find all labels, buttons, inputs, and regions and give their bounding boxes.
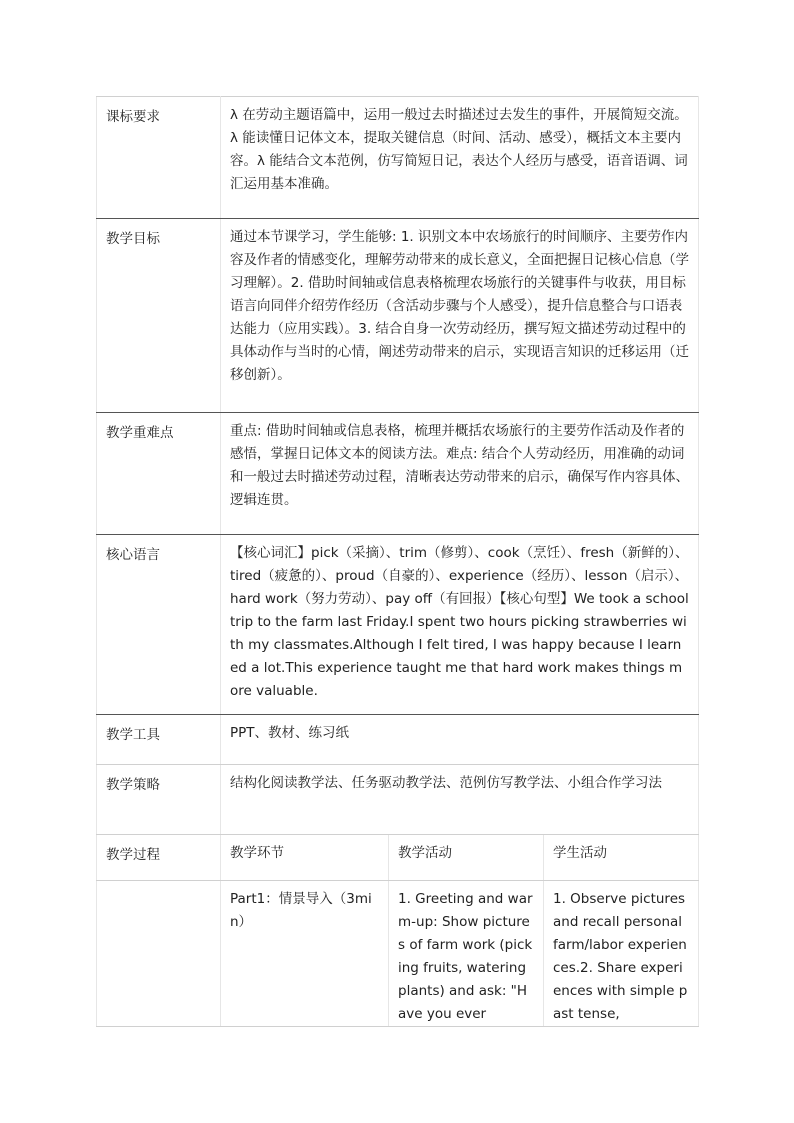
row-label: 教学工具	[97, 715, 221, 765]
row-objectives	[97, 219, 699, 413]
row-content: λ 在劳动主题语篇中，运用一般过去时描述过去发生的事件，开展简短交流。λ 能读懂日记体文本，提取关键信息（时间、活动、感受），概括文本主要内容。λ 能结合文本范例，仿写简短日记，表达个人经历与感受，语音语调、词汇运用基本准确。	[221, 97, 699, 219]
row-standard	[97, 97, 699, 219]
part1-stage-cell: Part1：情景导入（3min）	[221, 881, 389, 1027]
lesson-plan-table	[96, 96, 699, 1027]
row-label: 教学目标	[97, 219, 221, 413]
row-content	[221, 535, 699, 715]
row-key-points	[97, 413, 699, 535]
column-header-student: 学生活动	[544, 835, 699, 881]
core-sentences-text: We took a school trip to the farm last Friday.I spent two hours picking strawberries with my classmates.Although I felt tired, I was happy because I learned a lot.This experience taught me that hard work makes things more valuable.	[230, 591, 689, 699]
row-content: 通过本节课学习，学生能够: 1. 识别文本中农场旅行的时间顺序、主要劳作内容及作者的情感变化，理解劳动带来的成长意义，全面把握日记核心信息（学习理解）。2. 借助时间轴或信息表格梳理农场旅行的关键事件与收获，用目标语言向同伴介绍劳作经历（含活动步骤与个人感受），提升信息整合与口语表达能力（应用实践）。3. 结合自身一次劳动经历，撰写短文描述劳动过程中的具体动作与当时的心情，阐述劳动带来的启示，实现语言知识的迁移运用（迁移创新）。	[221, 219, 699, 413]
row-label: 教学重难点	[97, 413, 221, 535]
row-label-empty	[97, 881, 221, 1027]
row-tools	[97, 715, 699, 765]
row-content: 重点: 借助时间轴或信息表格，梳理并概括农场旅行的主要劳作活动及作者的感悟，掌握日记体文本的阅读方法。难点: 结合个人劳动经历，用准确的动词和一般过去时描述劳动过程，清晰表达劳动带来的启示，确保写作内容具体、逻辑连贯。	[221, 413, 699, 535]
row-label: 教学过程	[97, 835, 221, 881]
row-content: PPT、教材、练习纸	[221, 715, 699, 765]
row-process-header	[97, 835, 699, 881]
row-part1	[97, 881, 699, 1027]
column-header-stage: 教学环节	[221, 835, 389, 881]
part1-teacher-cell: 1. Greeting and warm-up: Show pictures of farm work (picking fruits, watering plants) and ask: "Have you ever	[389, 881, 544, 1027]
row-label: 核心语言	[97, 535, 221, 715]
row-label: 教学策略	[97, 765, 221, 835]
row-label: 课标要求	[97, 97, 221, 219]
part1-student-cell: 1. Observe pictures and recall personal farm/labor experiences.2. Share experiences with simple past tense,	[544, 881, 699, 1027]
row-strategy	[97, 765, 699, 835]
row-core-language	[97, 535, 699, 715]
core-vocabulary-text: 【核心词汇】pick（采摘）、trim（修剪）、cook（烹饪）、fresh（新鲜的）、tired（疲惫的）、proud（自豪的）、experience（经历）、lesson（启示）、hard work（努力劳动）、pay off（有回报）【核心句型】	[230, 545, 689, 607]
row-content: 结构化阅读教学法、任务驱动教学法、范例仿写教学法、小组合作学习法	[221, 765, 699, 835]
column-header-teacher: 教学活动	[389, 835, 544, 881]
